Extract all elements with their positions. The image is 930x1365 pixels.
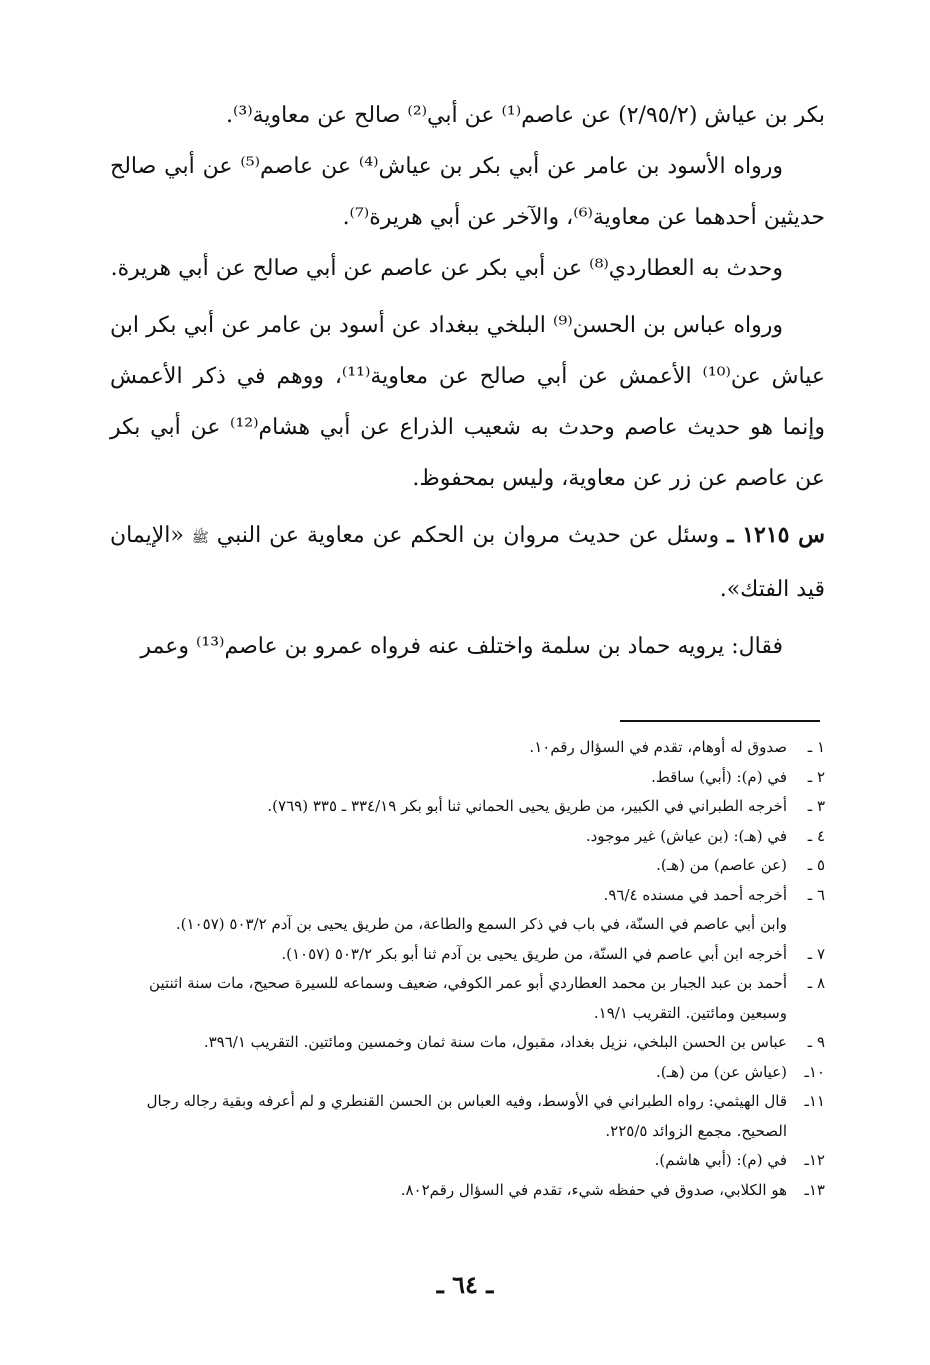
footnote-text: في (هـ): (بن عياش) غير موجود. [585,826,787,845]
footnote-text: أحمد بن عبد الجبار بن محمد العطاردي أبو عمر الكوفي، ضعيف وسماعه للسيرة صحيح، مات سنة اثنتين وسبعين ومائتين. التقريب ١٩/١. [149,974,787,1022]
footnote-number: ٢ ـ [807,767,825,786]
footnote-number: ١٠ـ [804,1062,825,1081]
footnote [105,822,825,852]
footnote [105,969,825,1028]
footnote-number: ٩ ـ [807,1033,825,1051]
footnote [105,1087,825,1146]
footnote-text: هو الكلابي، صدوق في حفظه شيء، تقدم في السؤال رقم٨٠٢. [400,1180,787,1199]
page-number: ـ ٦٤ ـ [436,1270,494,1299]
question-paragraph [110,510,825,615]
footnote-number: ١١ـ [804,1092,825,1110]
footnote-text: (عياش عن) من (هـ). [656,1062,787,1081]
paragraph-4: ورواه عباس بن الحسن⁽⁹⁾ البلخي ببغداد عن أسود بن عامر عن أبي بكر ابن عياش عن⁽¹⁰⁾ الأعمش عن أبي صالح عن معاوية⁽¹¹⁾، ووهم في ذكر الأعمش وإنما هو حديث عاصم وحدث به شعيب الذراع عن أبي هشام⁽¹²⁾ عن أبي بكر عن عاصم عن زر عن معاوية، وليس بمحفوظ. [110,313,825,491]
footnote-number: ١٢ـ [804,1151,825,1169]
footnote [105,940,825,970]
footnote-number: ١٣ـ [804,1180,825,1199]
question-quote: «الإيمان قيد الفتك». [110,523,825,602]
footnote-text: وابن أبي عاصم في السنّة، في باب في ذكر السمع والطاعة، من طريق يحيى بن آدم ٥٠٣/٢ (١٠٥٧). [175,915,787,933]
footnote-text: في (م): (أبي) ساقط. [651,767,787,786]
question-number: س ١٢١٥ ـ [727,522,825,548]
paragraph-6: فقال: يرويه حماد بن سلمة واختلف عنه فرواه عمرو بن عاصم⁽¹³⁾ وعمر [140,634,783,659]
footnote-text: أخرجه الطبراني في الكبير، من طريق يحيى الحماني ثنا أبو بكر ٣٣٤/١٩ ـ ٣٣٥ (٧٦٩). [267,797,787,815]
footnote [105,851,825,881]
footnote-text: (عن عاصم) من (هـ). [656,856,787,874]
footnote [105,792,825,822]
paragraph-3: وحدث به العطاردي⁽⁸⁾ عن أبي بكر عن عاصم عن أبي صالح عن أبي هريرة. [110,256,783,281]
paragraph-1: بكر بن عياش (٢/٩٥/٢) عن عاصم⁽¹⁾ عن أبي⁽²⁾ صالح عن معاوية⁽³⁾. [226,103,825,128]
footnote [105,1176,825,1206]
footnote-number: ٥ ـ [807,856,825,874]
question-text: وسئل عن حديث مروان بن الحكم عن معاوية عن النبي [216,523,720,548]
footnote-text: عباس بن الحسن البلخي، نزيل بغداد، مقبول، مات سنة ثمان وخمسين ومائتين. التقريب ٣٩٦/١. [203,1033,787,1051]
footnote-text: صدوق له أوهام، تقدم في السؤال رقم١٠. [529,738,787,756]
footnote-text: أخرجه أحمد في مسنده ٩٦/٤. [603,885,787,904]
footnote-number: ٦ ـ [807,885,825,904]
salla-symbol: ﷺ [191,530,209,546]
footnote [105,1028,825,1058]
footnote-number: ٧ ـ [807,944,825,963]
footnote-number: ٨ ـ [807,974,825,992]
footnote-number: ٣ ـ [807,797,825,815]
footnote [105,881,825,911]
footnote [105,763,825,793]
main-text [110,90,825,672]
paragraph-2: ورواه الأسود بن عامر عن أبي بكر بن عياش⁽⁴⁾ عن عاصم⁽⁵⁾ عن أبي صالح حديثين أحدهما عن معاوية⁽⁶⁾، والآخر عن أبي هريرة⁽⁷⁾. [110,154,825,230]
footnote-text: في (م): (أبي هاشم). [654,1151,787,1169]
footnote-text: أخرجه ابن أبي عاصم في السنّة، من طريق يحيى بن آدم ثنا أبو بكر ٥٠٣/٢ (١٠٥٧). [281,944,787,963]
footnotes [105,733,825,1205]
footnote-divider [620,720,820,722]
footnote-continuation [105,910,825,940]
footnote-number: ٤ ـ [807,826,825,845]
footnote [105,1146,825,1176]
footnote-text: قال الهيثمي: رواه الطبراني في الأوسط، وفيه العباس بن الحسن القنطري و لم أعرفه وبقية رجاله رجال الصحيح. مجمع الزوائد ٢٢٥/٥. [146,1092,787,1140]
footnote [105,1058,825,1088]
footnote [105,733,825,763]
footnote-number: ١ ـ [807,738,825,756]
